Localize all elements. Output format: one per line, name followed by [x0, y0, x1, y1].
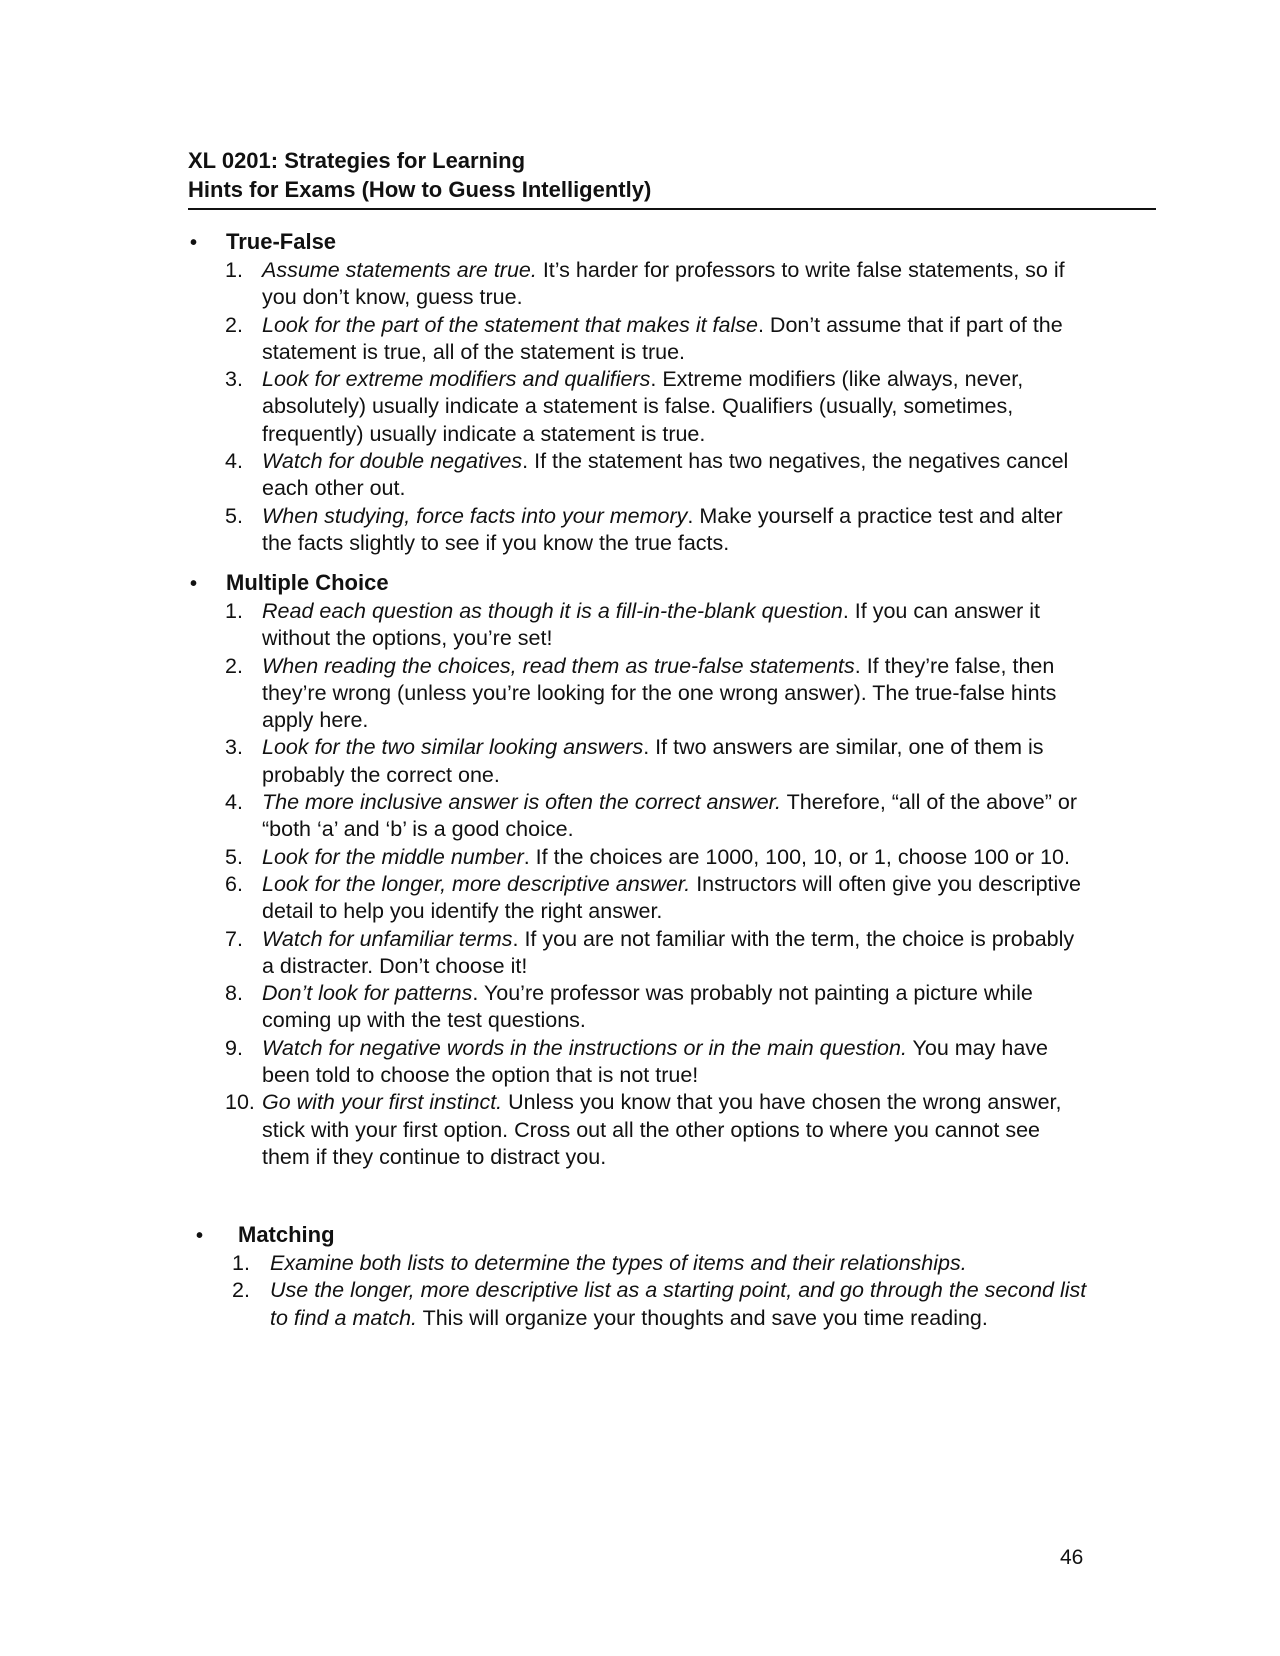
- item-emphasis: Read each question as though it is a fill-in-the-blank question: [262, 599, 843, 623]
- item-emphasis: When reading the choices, read them as true-false statements: [262, 653, 855, 678]
- item-number: 3.: [225, 367, 243, 392]
- item-text: . If they’re false, then they’re wrong (unless you’re looking for the one wrong answer). The true-false hints apply here.: [262, 653, 1057, 733]
- item-emphasis: When studying, force facts into your memory: [262, 503, 688, 528]
- item-number: 5.: [225, 844, 243, 869]
- list-item: [188, 598, 1088, 653]
- section-heading-label: Multiple Choice: [226, 570, 389, 595]
- section-heading: [188, 1221, 1088, 1250]
- section-multiple-choice: [188, 569, 1088, 1171]
- section-heading: [188, 569, 1088, 598]
- item-number: 9.: [225, 1035, 243, 1060]
- item-emphasis: Look for the longer, more descriptive answer.: [262, 871, 691, 896]
- item-number: 4.: [225, 790, 243, 815]
- item-emphasis: Go with your first instinct.: [262, 1090, 503, 1115]
- list-item: [188, 366, 1088, 448]
- item-emphasis: Watch for negative words in the instructions or in the main question.: [262, 1035, 907, 1060]
- item-number: 1.: [232, 1251, 250, 1275]
- item-text: . Make yourself a practice test and alter the facts slightly to see if you know the true facts.: [262, 503, 1063, 555]
- item-text: It’s harder for professors to write false statements, so if you don’t know, guess true.: [262, 258, 1065, 310]
- bullet-icon: •: [196, 1225, 204, 1247]
- item-number: 6.: [225, 871, 243, 896]
- list-item: [188, 1089, 1088, 1171]
- item-number: 2.: [232, 1278, 250, 1303]
- list-item: [188, 1277, 1088, 1332]
- item-text: . Don’t assume that if part of the statement is true, all of the statement is true.: [262, 312, 1063, 364]
- item-number: 7.: [225, 926, 243, 951]
- item-text: . You’re professor was probably not painting a picture while coming up with the test questions.: [262, 981, 1033, 1033]
- list-item: [188, 871, 1088, 926]
- hint-list: [188, 1250, 1088, 1332]
- item-emphasis: Use the longer, more descriptive list as a starting point, and go through the second list to find a match.: [270, 1278, 1087, 1330]
- list-item: [188, 257, 1088, 312]
- list-item: [188, 503, 1088, 558]
- item-number: 2.: [225, 653, 243, 678]
- item-number: 5.: [225, 503, 243, 528]
- course-title: XL 0201: Strategies for Learning: [188, 148, 526, 173]
- page-title: Hints for Exams (How to Guess Intelligently): [188, 177, 652, 202]
- section-heading-label: True-False: [226, 229, 337, 254]
- item-number: 1.: [225, 599, 243, 623]
- item-text: . Extreme modifiers (like always, never, absolutely) usually indicate a statement is false. Qualifiers (usually, sometimes, frequently) usually indicate a statement is true.: [262, 367, 1024, 446]
- item-text: You may have been told to choose the option that is not true!: [262, 1035, 1048, 1088]
- item-emphasis: Watch for unfamiliar terms: [262, 926, 513, 951]
- item-emphasis: Look for the part of the statement that makes it false: [262, 312, 758, 337]
- item-number: 10.: [225, 1090, 255, 1115]
- item-emphasis: Look for the middle number: [262, 844, 524, 869]
- item-text: . If two answers are similar, one of them is probably the correct one.: [262, 735, 1044, 787]
- item-number: 3.: [225, 735, 243, 760]
- list-item: [188, 980, 1088, 1035]
- item-text: Instructors will often give you descriptive detail to help you identify the right answer.: [262, 871, 1081, 924]
- section-matching: [188, 1221, 1088, 1332]
- item-text: . If the statement has two negatives, the negatives cancel each other out.: [262, 449, 1069, 501]
- list-item: [188, 1250, 1088, 1277]
- item-emphasis: Assume statements are true.: [262, 258, 537, 282]
- item-emphasis: Look for extreme modifiers and qualifiers: [262, 367, 651, 392]
- item-text: Therefore, “all of the above” or “both ‘a’ and ‘b’ is a good choice.: [262, 790, 1077, 842]
- list-item: [188, 1035, 1088, 1090]
- item-number: 1.: [225, 258, 243, 282]
- item-emphasis: Watch for double negatives: [262, 449, 523, 474]
- list-item: [188, 926, 1088, 981]
- item-text: This will organize your thoughts and save you time reading.: [417, 1305, 988, 1330]
- list-item: [188, 734, 1088, 789]
- bullet-icon: •: [190, 232, 198, 254]
- list-item: [188, 653, 1088, 735]
- list-item: [188, 312, 1088, 367]
- document-header: [188, 146, 1156, 210]
- item-number: 8.: [225, 981, 243, 1006]
- section-true-false: [188, 228, 1088, 557]
- list-item: [188, 789, 1088, 844]
- item-text: . If the choices are 1000, 100, 10, or 1, choose 100 or 10.: [523, 844, 1070, 869]
- section-heading: [188, 228, 1088, 257]
- item-emphasis: Don’t look for patterns: [262, 981, 473, 1006]
- page-number: 46: [1060, 1546, 1084, 1569]
- hint-list: [188, 598, 1088, 1171]
- item-text: . If you can answer it without the options, you’re set!: [262, 599, 1041, 651]
- hint-list: [188, 257, 1088, 557]
- bullet-icon: •: [190, 573, 198, 595]
- item-text: . If you are not familiar with the term, the choice is probably a distracter. Don’t choose it!: [262, 926, 1075, 978]
- item-number: 4.: [225, 449, 243, 474]
- section-heading-label: Matching: [238, 1222, 335, 1247]
- item-text: Unless you know that you have chosen the wrong answer, stick with your first option. Cross out all the other options to where you cannot see them if they continue to distract you.: [262, 1090, 1062, 1169]
- list-item: [188, 448, 1088, 503]
- list-item: [188, 844, 1088, 871]
- item-emphasis: The more inclusive answer is often the correct answer.: [262, 790, 782, 815]
- item-number: 2.: [225, 312, 243, 337]
- item-emphasis: Look for the two similar looking answers: [262, 735, 644, 760]
- item-emphasis: Examine both lists to determine the types of items and their relationships.: [270, 1251, 967, 1275]
